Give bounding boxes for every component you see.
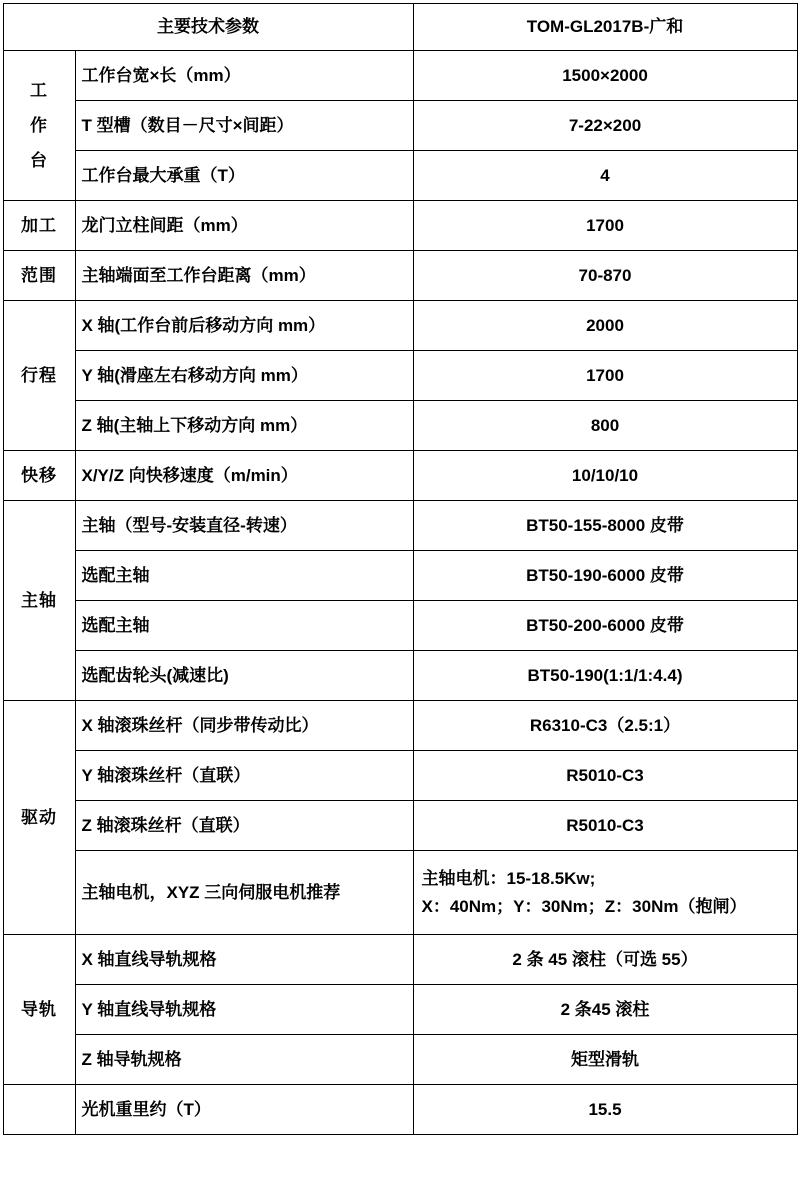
row-item-label: X 轴滚珠丝杆（同步带传动比） xyxy=(75,701,413,751)
table-row xyxy=(3,651,797,701)
table-row xyxy=(3,935,797,985)
row-value-multiline xyxy=(413,851,797,935)
row-item-label: 主轴电机，XYZ 三向伺服电机推荐 xyxy=(75,851,413,935)
row-value: 70-870 xyxy=(413,251,797,301)
row-item-label: T 型槽（数目－尺寸×间距） xyxy=(75,101,413,151)
table-row xyxy=(3,151,797,201)
row-item-label: X 轴(工作台前后移动方向 mm） xyxy=(75,301,413,351)
row-value-line: X：40Nm；Y：30Nm；Z：30Nm（抱闸） xyxy=(421,896,747,916)
row-value: R5010-C3 xyxy=(413,801,797,851)
row-item-label: Z 轴滚珠丝杆（直联） xyxy=(75,801,413,851)
table-row xyxy=(3,1035,797,1085)
group-label-worktable xyxy=(3,51,75,201)
table-row xyxy=(3,251,797,301)
row-item-label: 选配齿轮头(减速比) xyxy=(75,651,413,701)
row-value: R5010-C3 xyxy=(413,751,797,801)
table-row xyxy=(3,51,797,101)
row-value: 800 xyxy=(413,401,797,451)
group-label-machining-range-1: 加工 xyxy=(3,201,75,251)
specification-table xyxy=(3,3,798,1135)
group-label-guideway: 导轨 xyxy=(3,935,75,1085)
row-value: 矩型滑轨 xyxy=(413,1035,797,1085)
table-header-row xyxy=(3,4,797,51)
table-row xyxy=(3,751,797,801)
table-row xyxy=(3,701,797,751)
row-value-line: 主轴电机：15-18.5Kw; xyxy=(421,869,596,889)
row-item-label: Y 轴滚珠丝杆（直联） xyxy=(75,751,413,801)
row-value: 2 条 45 滚柱（可选 55） xyxy=(413,935,797,985)
table-row xyxy=(3,301,797,351)
row-item-label: Z 轴(主轴上下移动方向 mm） xyxy=(75,401,413,451)
table-row xyxy=(3,1085,797,1135)
row-item-label: 选配主轴 xyxy=(75,551,413,601)
row-value: 2 条45 滚柱 xyxy=(413,985,797,1035)
group-char: 工 xyxy=(30,80,48,100)
table-row xyxy=(3,201,797,251)
row-value: 1700 xyxy=(413,351,797,401)
row-value: 4 xyxy=(413,151,797,201)
row-item-label: Y 轴(滑座左右移动方向 mm） xyxy=(75,351,413,401)
group-label-drive: 驱动 xyxy=(3,701,75,935)
row-item-label: X 轴直线导轨规格 xyxy=(75,935,413,985)
table-row xyxy=(3,801,797,851)
row-value: BT50-190-6000 皮带 xyxy=(413,551,797,601)
table-row xyxy=(3,451,797,501)
header-parameter-label: 主要技术参数 xyxy=(3,4,413,51)
row-value: BT50-190(1:1/1:4.4) xyxy=(413,651,797,701)
row-value: 10/10/10 xyxy=(413,451,797,501)
table-row xyxy=(3,101,797,151)
row-value: 1700 xyxy=(413,201,797,251)
row-item-label: 主轴端面至工作台距离（mm） xyxy=(75,251,413,301)
row-item-label: 光机重里约（T） xyxy=(75,1085,413,1135)
group-char: 作 xyxy=(30,115,48,135)
row-value: BT50-155-8000 皮带 xyxy=(413,501,797,551)
row-value: BT50-200-6000 皮带 xyxy=(413,601,797,651)
row-value: R6310-C3（2.5:1） xyxy=(413,701,797,751)
row-item-label: 龙门立柱间距（mm） xyxy=(75,201,413,251)
row-item-label: X/Y/Z 向快移速度（m/min） xyxy=(75,451,413,501)
group-label-spindle: 主轴 xyxy=(3,501,75,701)
table-row xyxy=(3,501,797,551)
table-row xyxy=(3,401,797,451)
group-label-travel: 行程 xyxy=(3,301,75,451)
row-value: 1500×2000 xyxy=(413,51,797,101)
row-item-label: 工作台宽×长（mm） xyxy=(75,51,413,101)
table-row xyxy=(3,551,797,601)
row-item-label: Y 轴直线导轨规格 xyxy=(75,985,413,1035)
group-label-rapid-feed: 快移 xyxy=(3,451,75,501)
row-item-label: 主轴（型号-安装直径-转速） xyxy=(75,501,413,551)
table-row xyxy=(3,351,797,401)
row-item-label: 工作台最大承重（T） xyxy=(75,151,413,201)
table-row xyxy=(3,985,797,1035)
group-char: 台 xyxy=(30,151,48,171)
table-row xyxy=(3,851,797,935)
row-value: 15.5 xyxy=(413,1085,797,1135)
group-label-machining-range-2: 范围 xyxy=(3,251,75,301)
row-item-label: 选配主轴 xyxy=(75,601,413,651)
row-value: 7-22×200 xyxy=(413,101,797,151)
row-item-label: Z 轴导轨规格 xyxy=(75,1035,413,1085)
header-model-label: TOM-GL2017B-广和 xyxy=(413,4,797,51)
table-row xyxy=(3,601,797,651)
row-value: 2000 xyxy=(413,301,797,351)
group-label-empty xyxy=(3,1085,75,1135)
